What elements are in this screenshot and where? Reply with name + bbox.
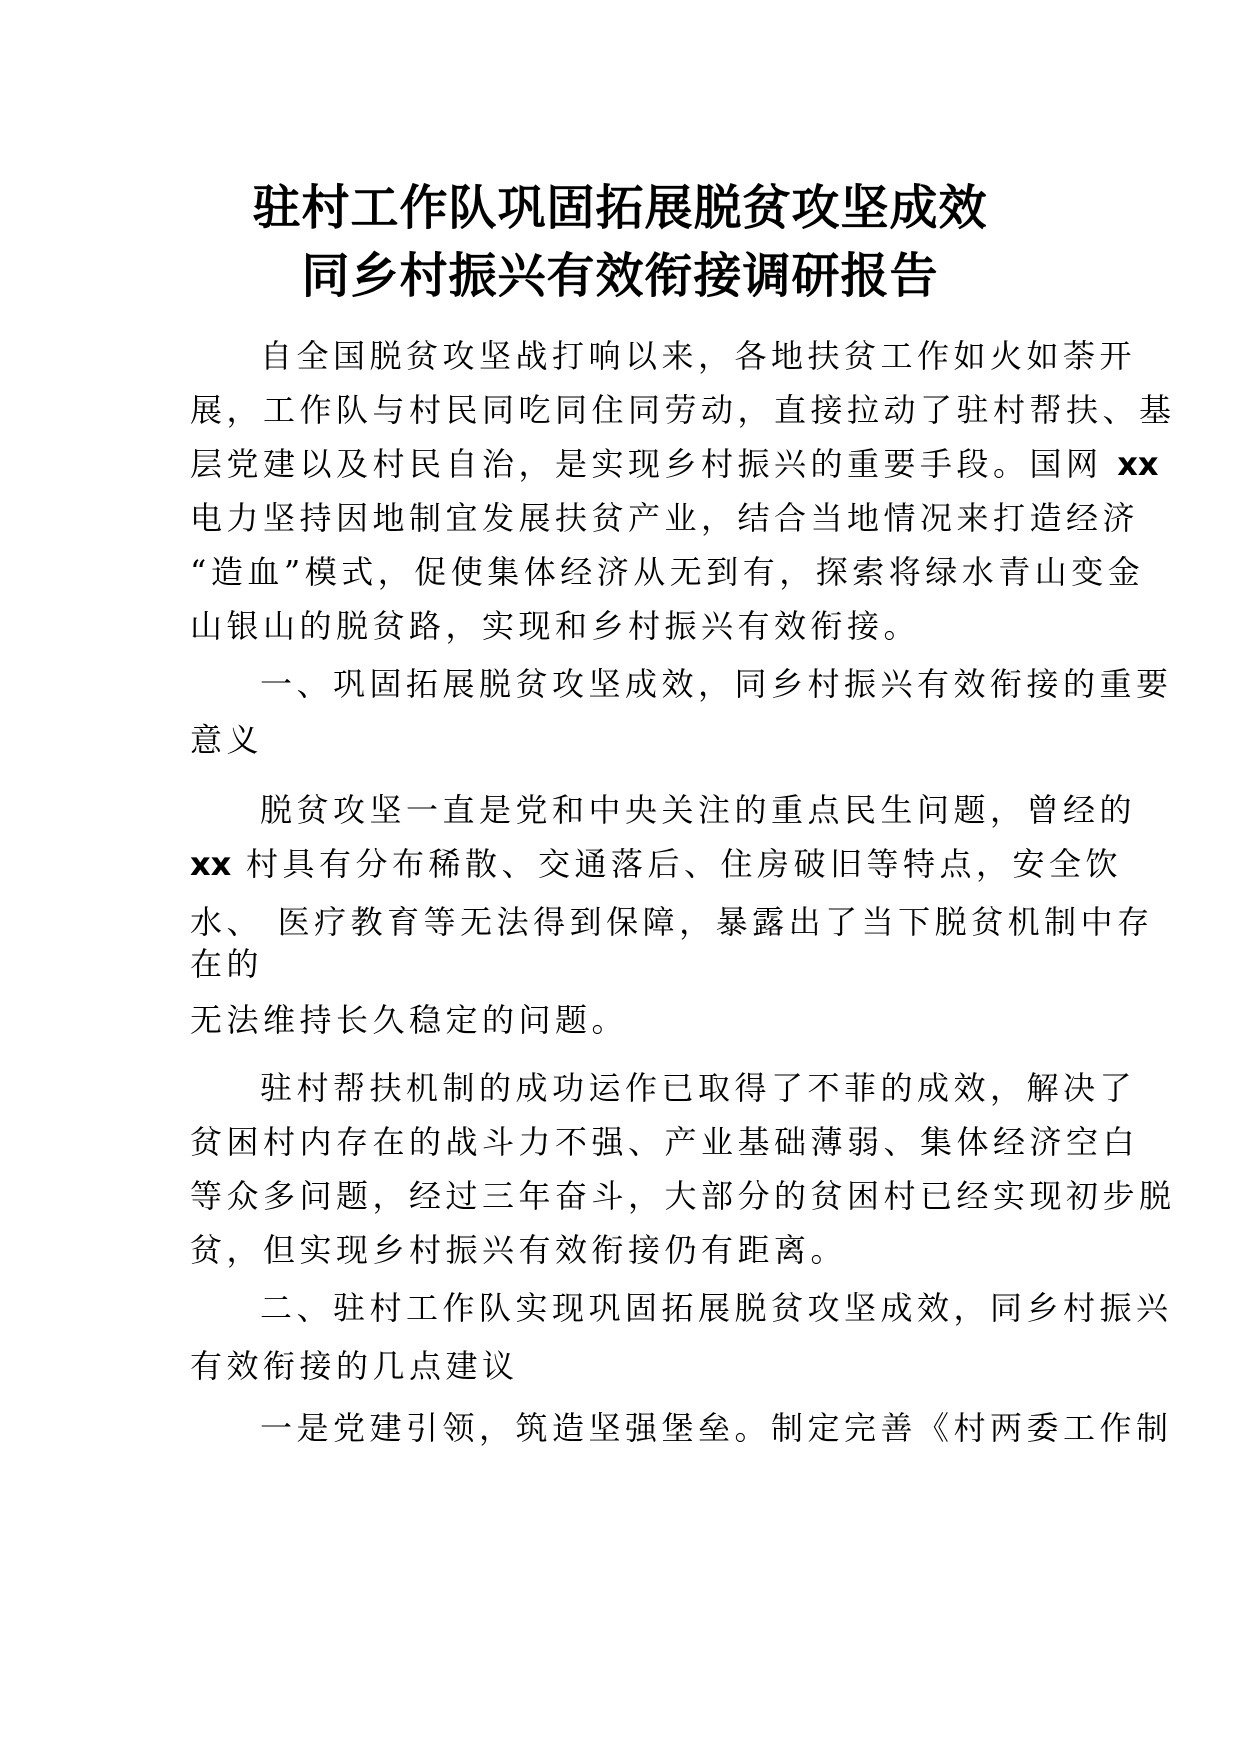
- section1-p1-line-2: [190, 844, 1122, 884]
- section1-p2-line-2: 贫困村内存在的战斗力不强、产业基础薄弱、集体经济空白: [190, 1123, 1140, 1161]
- document-title-line-2: 同乡村振兴有效衔接调研报告: [301, 248, 939, 304]
- intro-line-5: “造血”模式，促使集体经济从无到有，探索将绿水青山变金: [190, 553, 1145, 591]
- section1-p1-line-1: 脱贫攻坚一直是党和中央关注的重点民生问题，曾经的: [260, 791, 1137, 829]
- section1-p2-line-3: 等众多问题，经过三年奋斗，大部分的贫困村已经实现初步脱: [190, 1177, 1176, 1215]
- section1-heading-line-1: 一、巩固拓展脱贫攻坚成效，同乡村振兴有效衔接的重要: [260, 665, 1173, 703]
- section1-heading-line-2: 意义: [190, 721, 264, 759]
- section1-p2-line-4: 贫，但实现乡村振兴有效衔接仍有距离。: [190, 1231, 848, 1269]
- intro-line-3-text: 层党建以及村民自治，是实现乡村振兴的重要手段。国网: [190, 445, 1103, 483]
- intro-line-4: 电力坚持因地制宜发展扶贫产业，结合当地情况来打造经济: [190, 499, 1140, 537]
- section2-heading-line-1: 二、驻村工作队实现巩固拓展脱贫攻坚成效，同乡村振兴: [260, 1289, 1173, 1327]
- section2-heading-line-2: 有效衔接的几点建议: [190, 1347, 519, 1385]
- intro-xx-placeholder: xx: [1117, 445, 1159, 483]
- section1-p2-line-1: 驻村帮扶机制的成功运作已取得了不菲的成效，解决了: [260, 1069, 1137, 1107]
- section1-p1-line-4: 在的: [190, 945, 264, 983]
- section1-xx-placeholder: xx: [190, 845, 232, 883]
- intro-line-2: 展，工作队与村民同吃同住同劳动，直接拉动了驻村帮扶、基: [190, 391, 1176, 429]
- document-title-line-1: 驻村工作队巩固拓展脱贫攻坚成效: [252, 180, 988, 236]
- section1-p1-line-2-text: 村具有分布稀散、交通落后、住房破旧等特点，安全饮: [245, 845, 1122, 883]
- section2-p1-line-1: 一是党建引领，筑造坚强堡垒。制定完善《村两委工作制: [260, 1409, 1173, 1447]
- section1-p1-line-3: 水、 医疗教育等无法得到保障，暴露出了当下脱贫机制中存: [190, 903, 1154, 941]
- intro-line-6: 山银山的脱贫路，实现和乡村振兴有效衔接。: [190, 607, 921, 645]
- intro-line-3: [190, 444, 1159, 484]
- section1-p1-line-5: 无法维持长久稳定的问题。: [190, 1001, 629, 1039]
- intro-line-1: 自全国脱贫攻坚战打响以来，各地扶贫工作如火如荼开: [260, 337, 1137, 375]
